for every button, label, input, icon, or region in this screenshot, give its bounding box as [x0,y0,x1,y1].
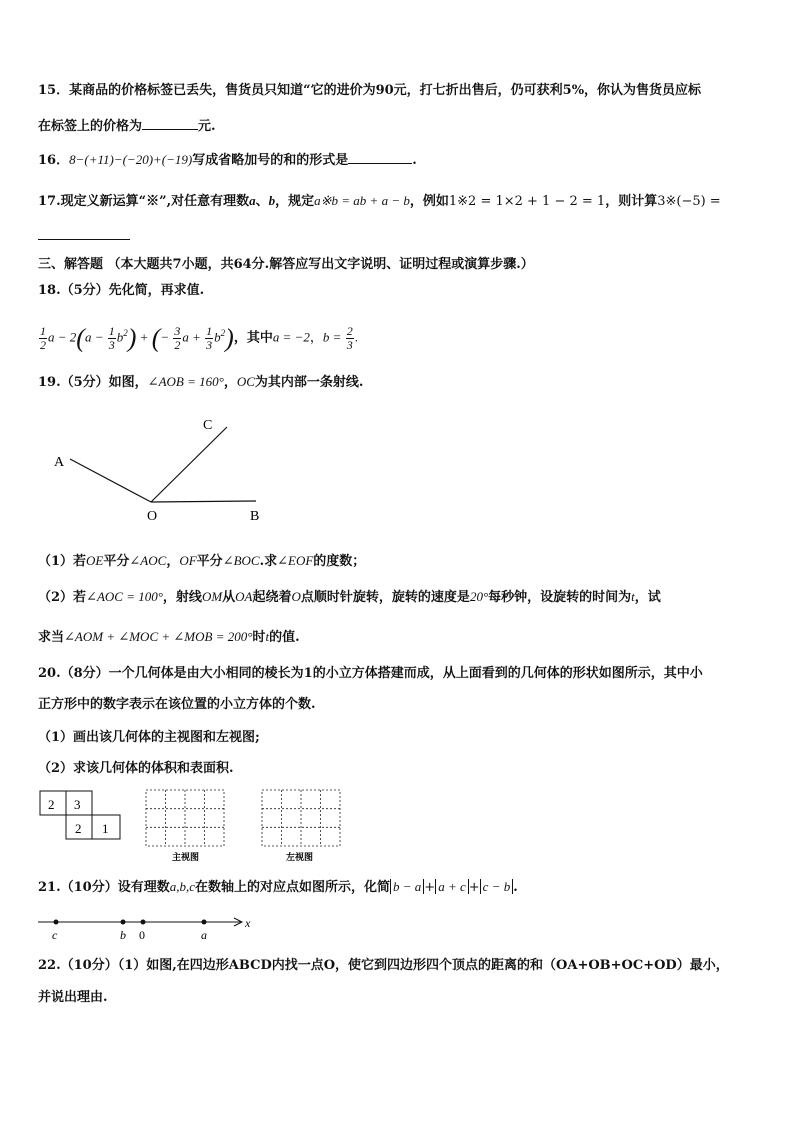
q19-title-pre: 19.（5分）如图， [38,375,148,390]
q17-answer-line [38,226,130,246]
q18-comma: ， [309,329,323,345]
q21-number-line [36,912,266,942]
q16-number: 16． [38,153,70,168]
q16-expression: 8−(+11)−(−20)+(−19) [69,152,193,167]
grid-number: 2 [48,797,55,812]
q15-line2 [38,116,216,136]
q17-rule-pre: ，规定 [275,194,315,209]
q19-p1-oe: OE [86,553,104,568]
q19-title-post: 为其内部一条射线. [254,375,364,390]
q19-p2-text-c: 起绕着 [252,590,292,605]
q20-line1: 20.（8分）一个几何体是由大小相同的棱长为1的小立方体搭建而成，从上面看到的几何体的形状如图所示，其中小 [38,666,703,681]
fraction: $\frac{2}{3}$ [346,323,353,352]
q19-p1-text-e: 的度数； [313,554,366,569]
q19-part1 [38,552,365,571]
q19-p1-text-b: ， [166,554,180,569]
q19-p2-aoc: ∠AOC = 100° [86,589,163,604]
q21-line [38,878,518,897]
q19-p2-text-d: 点顺时针旋转，旋转的速度是 [300,590,470,605]
q19-title [38,373,363,392]
front-view-grid [146,790,224,846]
point-a [202,920,207,925]
fraction: $\frac{3}{2}$ [174,323,181,352]
ray-oc [151,427,227,502]
label-zero: 0 [139,928,145,942]
q17-var-b: b [268,193,276,208]
q19-part2 [38,588,661,607]
q15-line1: 15．某商品的价格标签已丢失，售货员只知道“它的进价为90元，打七折出售后，仍可获利5%，你认为售货员应标 [38,83,702,98]
q19-p1-text-c: 平分 [196,554,223,569]
q19-p2-text-e: 每秒钟，设旋转的时间为 [488,590,632,605]
q17-example-pre: ，例如 [409,194,449,209]
q18-a-value: a = −2 [272,329,310,345]
q19-p2-speed: 20° [469,589,489,604]
q21-abs-2: a + c [435,879,469,894]
q19-p2-t: t [631,589,635,604]
q16-end: . [412,153,417,168]
q21-plus-1: + [424,880,436,895]
q15-text: 在标签上的价格为 [38,119,143,134]
axis-label-x: x [245,916,251,930]
q19-p3-text-a: 求当 [38,630,65,645]
q15-unit: 元. [198,119,216,134]
q21-abs-1: b − a [390,879,424,894]
grid-number: 1 [102,821,109,836]
q17-var-a: a [249,193,256,208]
q15-answer-blank [142,116,198,130]
q19-p1-eof: ∠EOF [277,553,314,568]
q21-end: . [513,880,518,895]
q19-p3-expr: ∠AOM + ∠MOC + ∠MOB = 200° [64,629,253,644]
front-view-caption: 主视图 [172,852,200,862]
q19-oc: OC [236,374,255,389]
label-a: a [201,928,207,942]
q22-line2: 并说出理由. [38,990,108,1005]
q18-title: 18.（5分）先化简，再求值. [38,283,205,298]
q18-expression: $\frac{1}{2}$ a − 2(a − $\frac{1}{3}$ $b^2$) + (− $\frac{3}{2}$ a + $\frac{1}{3}$ $b^2$)，其中a = −2，b = $\frac{2}{3}$ . [40,323,358,353]
label-c: c [52,928,58,942]
q20-line2: 正方形中的数字表示在该位置的小立方体的个数. [38,697,316,712]
grid-number: 2 [75,821,82,836]
left-view-caption: 左视图 [286,852,314,862]
q21-vars: a,b,c [169,879,195,894]
q19-p1-aoc: ∠AOC [129,553,167,568]
section-3-heading: 三、解答题 （本大题共7小题，共64分.解答应写出文字说明、证明过程或演算步骤.） [38,257,534,272]
q21-title-mid: 在数轴上的对应点如图所示，化简 [195,880,391,895]
q17-sep: 、 [255,194,269,209]
q19-p3-t: t [265,629,270,644]
q19-p1-text-d: .求 [259,554,278,569]
q22-line1: 22.（10分）（1）如图,在四边形ABCD内找一点O，使它到四边形四个顶点的距离的和（OA+OB+OC+OD）最小， [38,958,729,973]
q16-answer-blank [348,150,412,164]
q19-p1-text-a: 平分 [103,554,130,569]
q20-part1: （1）画出该几何体的主视图和左视图; [38,730,260,745]
q18-where: ，其中 [233,329,273,345]
q20-part2: （2）求该几何体的体积和表面积. [38,761,234,776]
q19-p2-text-f: ，试 [634,590,661,605]
q21-abs-3: c − b [480,879,514,894]
q17-example: 1※2 = 1×2 + 1 − 2 = 1 [448,194,606,209]
grid-number: 3 [74,797,81,812]
point-b [121,920,126,925]
fraction: $\frac{1}{2}$ [40,323,46,352]
q17-rule: a※b = ab + a − b [314,193,410,208]
left-view-grid [262,790,340,846]
q16-line [38,150,417,170]
q20-figures [38,788,348,866]
q17-line [38,192,721,211]
q19-p2-text-b: 从 [222,590,236,605]
fraction: $\frac{1}{3}$ [108,323,115,352]
q19-part2-cont [38,628,300,647]
q17-calc: 3※(−5) = [657,194,721,209]
q19-p2-om: OM [201,589,223,604]
q18-end: . [354,329,358,345]
label-a: A [54,455,65,470]
q19-p1-of: OF [179,553,197,568]
q16-text: 写成省略加号的和的形式是 [192,153,349,168]
q21-title-pre: 21.（10分）设有理数 [38,880,170,895]
q19-p1-pre: （1）若 [38,554,87,569]
q18-b-value: b = [322,329,342,345]
q19-sep: ， [223,375,237,390]
q19-p2-oa: OA [235,589,253,604]
q17-answer-blank [38,226,130,240]
q21-plus-2: + [468,880,480,895]
q19-p3-text-b: 时 [252,630,266,645]
label-b: B [250,509,260,524]
q19-p2-pre: （2）若 [38,590,87,605]
ray-oa [70,459,151,502]
q19-angle-figure [40,405,280,530]
label-o: O [147,509,158,524]
ray-ob [151,501,256,502]
q19-p2-o: O [291,589,301,604]
q19-p3-text-c: 的值. [269,630,300,645]
label-c: C [203,418,213,433]
point-zero [141,920,146,925]
q19-angle: ∠AOB = 160° [147,374,224,389]
q19-p2-text-a: ，射线 [162,590,202,605]
q17-text: 17.现定义新运算“※”,对任意有理数 [38,194,250,209]
point-c [54,920,59,925]
label-b: b [120,928,126,942]
q19-p1-boc: ∠BOC [222,553,260,568]
q17-calc-pre: ，则计算 [605,194,658,209]
fraction: $\frac{1}{3}$ [206,323,213,352]
